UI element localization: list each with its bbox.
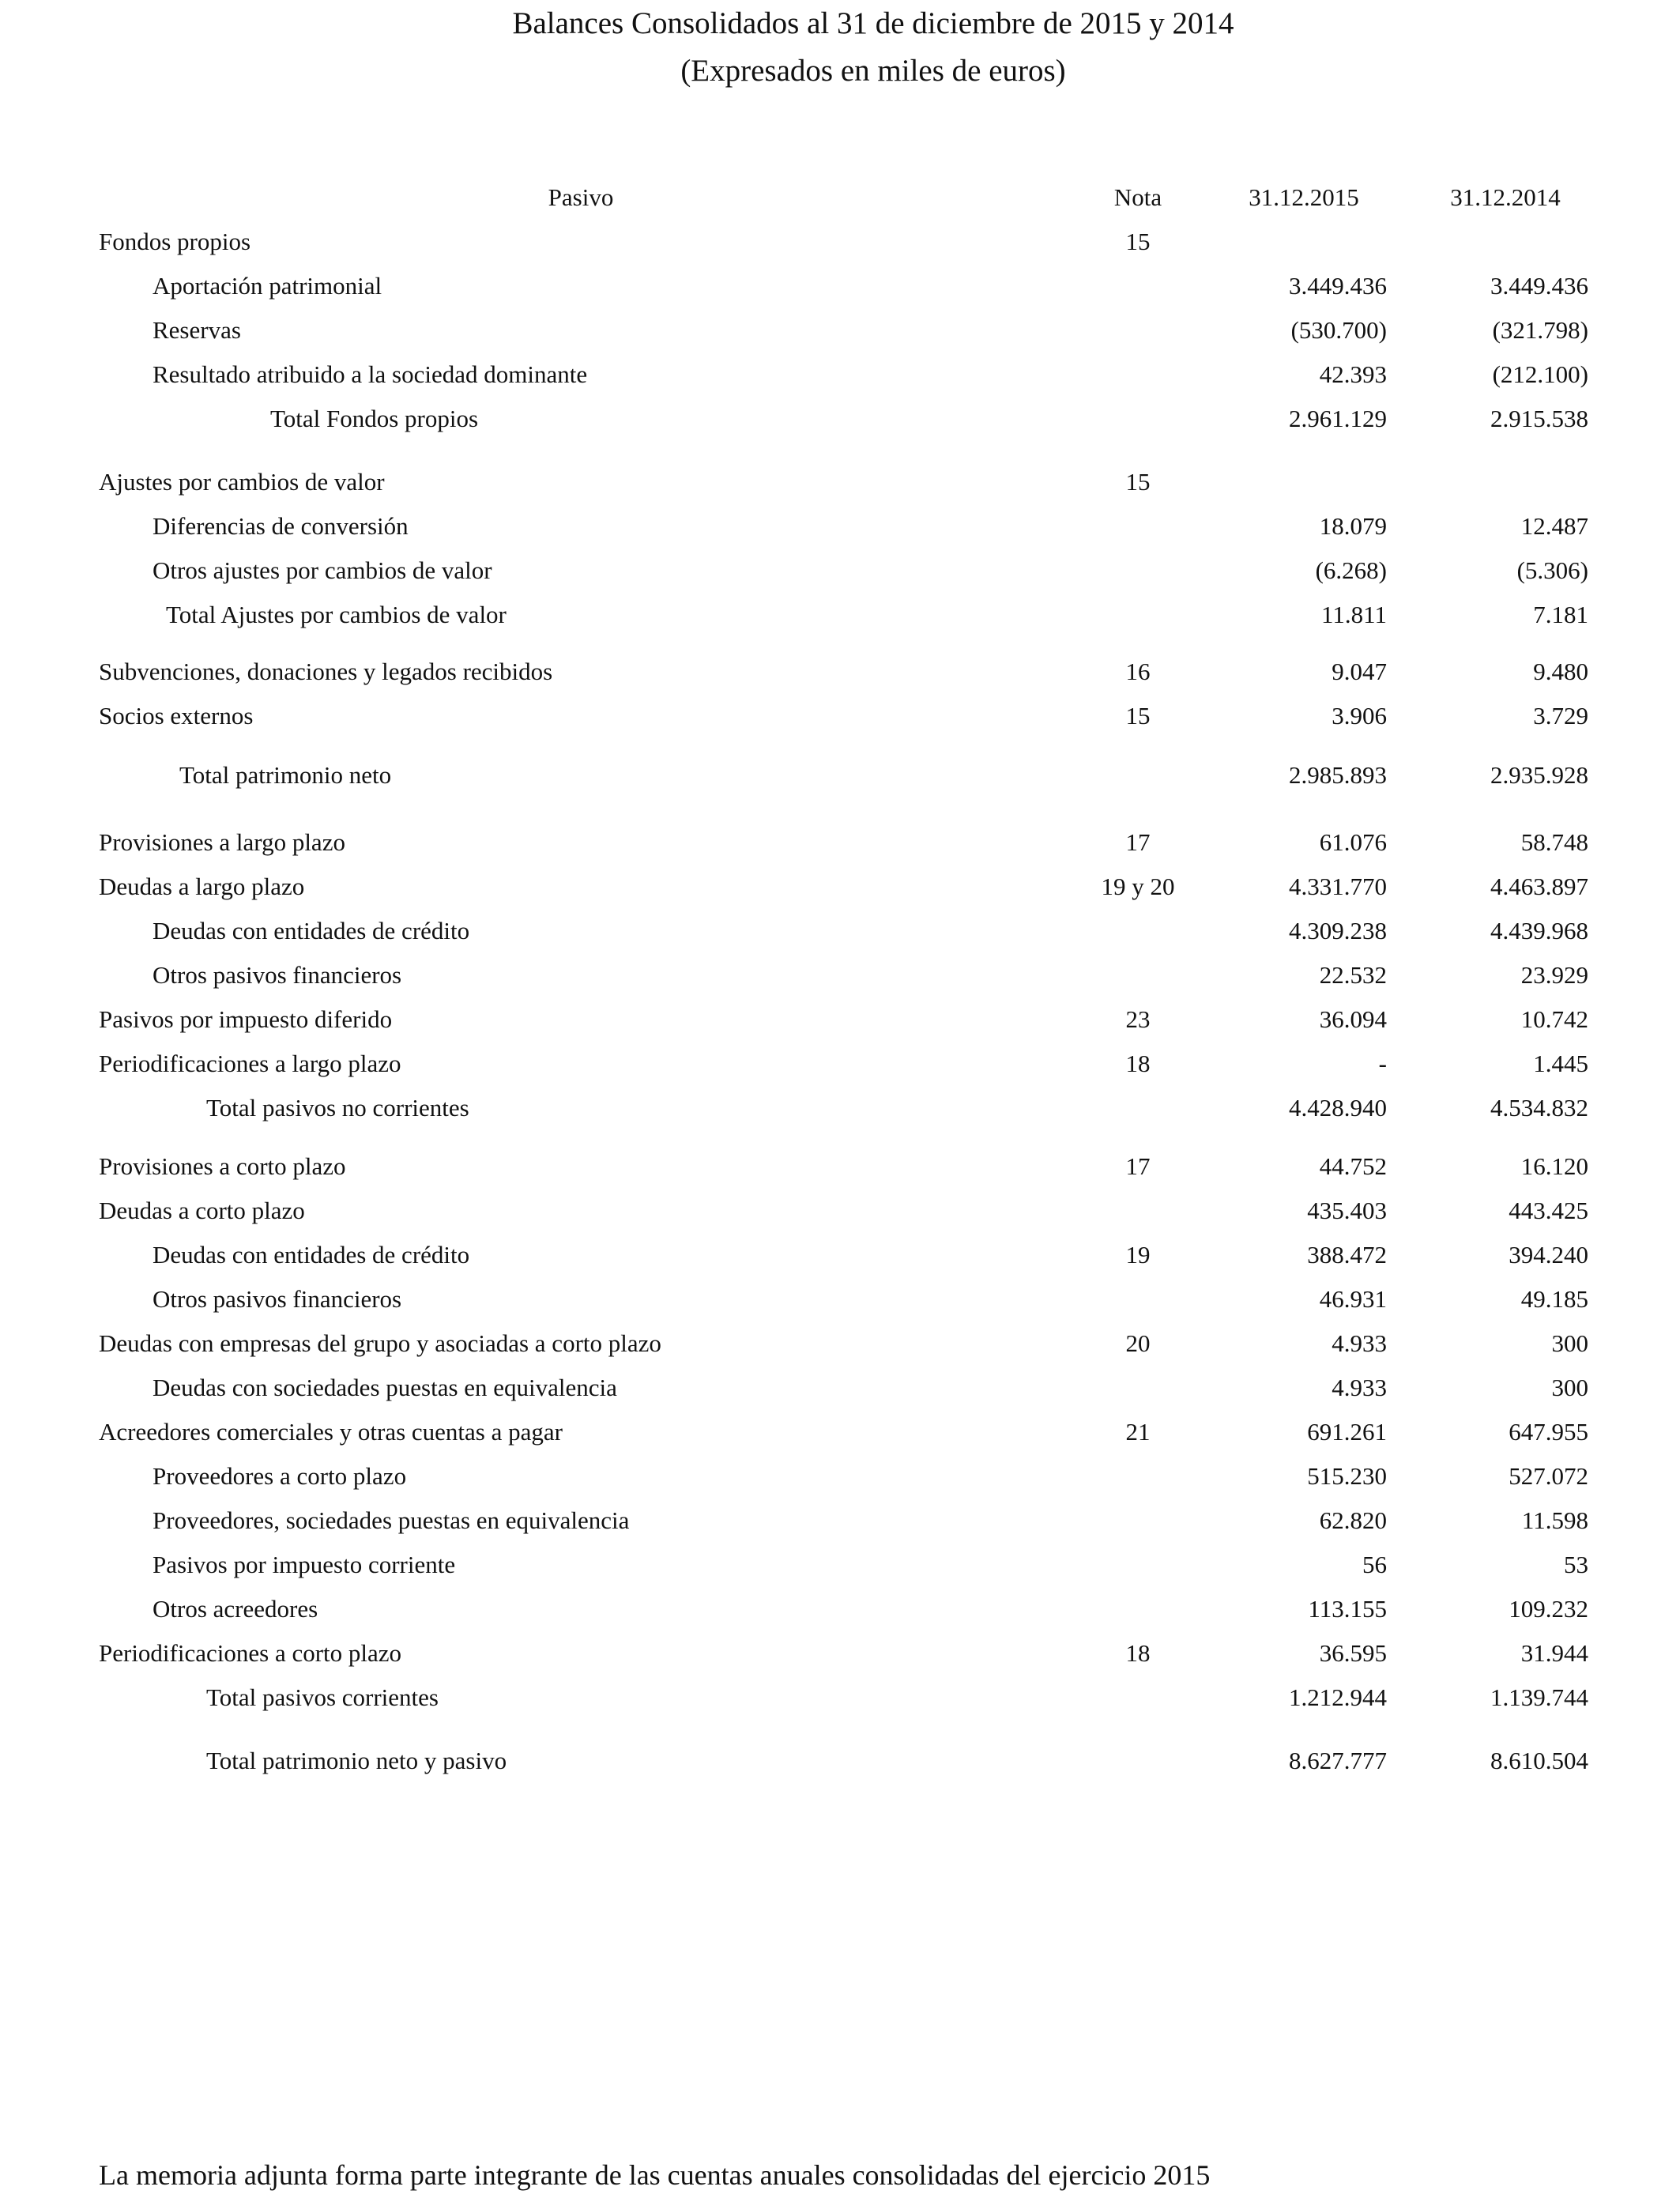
row-value-2014: 16.120 [1520,1152,1588,1180]
column-header-pasivo: Pasivo [548,183,614,211]
column-header-2015: 31.12.2015 [1249,183,1359,211]
document-subtitle: (Expresados en miles de euros) [680,54,1066,88]
table-row [0,1679,1680,1717]
table-row [0,1634,1680,1672]
table-row [0,1369,1680,1407]
row-nota: 15 [1125,228,1151,255]
row-value-2014: 3.729 [1533,702,1588,729]
row-value-2015: 515.230 [1307,1462,1387,1490]
table-row [0,653,1680,691]
row-label: Total Fondos propios [270,405,479,432]
row-label: Aportación patrimonial [153,272,382,300]
row-value-2015: 4.331.770 [1289,873,1387,900]
table-row [0,1413,1680,1451]
row-label: Total patrimonio neto [179,761,392,789]
document-title: Balances Consolidados al 31 de diciembre de 2015 y 2014 [512,6,1234,40]
table-row [0,552,1680,590]
row-value-2015: 435.403 [1307,1197,1387,1224]
row-label: Total Ajustes por cambios de valor [166,601,507,628]
table-row [0,507,1680,545]
row-value-2015: (530.700) [1290,316,1387,344]
row-value-2015: (6.268) [1315,556,1387,584]
row-label: Otros ajustes por cambios de valor [153,556,492,584]
table-row [0,1590,1680,1628]
table-row [0,356,1680,394]
row-value-2014: 31.944 [1520,1639,1588,1667]
row-value-2014: 11.598 [1521,1506,1588,1534]
table-row [0,596,1680,634]
row-value-2014: 49.185 [1520,1285,1588,1313]
row-nota: 18 [1125,1050,1151,1077]
table-row [0,1502,1680,1540]
row-label: Provisiones a largo plazo [99,828,345,856]
row-value-2015: 4.933 [1332,1374,1387,1401]
row-value-2015: 1.212.944 [1289,1683,1387,1711]
row-value-2014: 1.139.744 [1490,1683,1588,1711]
row-nota: 19 [1125,1241,1151,1269]
row-value-2015: 4.428.940 [1289,1094,1387,1122]
row-label: Deudas con empresas del grupo y asociadas a corto plazo [99,1329,661,1357]
row-value-2015: 113.155 [1308,1595,1387,1623]
row-nota: 23 [1125,1005,1151,1033]
row-label: Total patrimonio neto y pasivo [206,1747,507,1774]
row-value-2015: 388.472 [1307,1241,1387,1269]
row-value-2014: 300 [1551,1374,1588,1401]
row-label: Socios externos [99,702,254,729]
row-value-2015: 42.393 [1319,360,1387,388]
row-label: Provisiones a corto plazo [99,1152,346,1180]
row-label: Deudas con entidades de crédito [153,1241,470,1269]
table-row [0,956,1680,994]
footer-note: La memoria adjunta forma parte integrante de las cuentas anuales consolidadas del ejercicio 2015 [99,2159,1211,2191]
row-value-2014: 4.534.832 [1490,1094,1588,1122]
row-value-2014: 3.449.436 [1490,272,1588,300]
table-row [0,1192,1680,1230]
row-value-2015: 11.811 [1321,601,1387,628]
row-value-2014: 58.748 [1520,828,1588,856]
table-row [0,1546,1680,1584]
row-value-2014: 10.742 [1520,1005,1588,1033]
table-row [0,223,1680,261]
row-value-2014: 109.232 [1509,1595,1588,1623]
row-value-2014: (5.306) [1516,556,1588,584]
row-value-2015: 36.595 [1319,1639,1387,1667]
column-header-2014: 31.12.2014 [1450,183,1561,211]
row-label: Total pasivos corrientes [206,1683,439,1711]
row-value-2015: 22.532 [1319,961,1387,989]
row-value-2014: 1.445 [1533,1050,1588,1077]
row-value-2014: 4.463.897 [1490,873,1588,900]
row-label: Resultado atribuido a la sociedad dominante [153,360,588,388]
row-value-2015: 36.094 [1319,1005,1387,1033]
table-row [0,824,1680,861]
row-label: Proveedores, sociedades puestas en equivalencia [153,1506,630,1534]
row-label: Ajustes por cambios de valor [99,468,385,496]
row-value-2015: 2.961.129 [1289,405,1387,432]
row-nota: 19 y 20 [1101,873,1175,900]
row-label: Deudas con entidades de crédito [153,917,470,944]
table-row [0,697,1680,735]
row-nota: 21 [1125,1418,1151,1446]
row-nota: 20 [1125,1329,1151,1357]
row-value-2015: 8.627.777 [1289,1747,1387,1774]
row-value-2015: 46.931 [1319,1285,1387,1313]
row-label: Reservas [153,316,241,344]
row-label: Deudas a largo plazo [99,873,305,900]
row-value-2014: 527.072 [1509,1462,1588,1490]
row-value-2014: 8.610.504 [1490,1747,1588,1774]
row-value-2015: 3.449.436 [1289,272,1387,300]
row-label: Deudas con sociedades puestas en equivalencia [153,1374,617,1401]
row-label: Otros acreedores [153,1595,318,1623]
table-row [0,1325,1680,1363]
row-value-2014: (212.100) [1492,360,1588,388]
table-row [0,1045,1680,1083]
row-label: Deudas a corto plazo [99,1197,305,1224]
table-row [0,1089,1680,1127]
row-label: Otros pasivos financieros [153,1285,402,1313]
table-row [0,1742,1680,1780]
table-row [0,400,1680,438]
row-label: Acreedores comerciales y otras cuentas a pagar [99,1418,563,1446]
row-value-2015: 9.047 [1332,658,1387,685]
row-value-2014: 300 [1551,1329,1588,1357]
table-row [0,311,1680,349]
row-value-2014: 2.915.538 [1490,405,1588,432]
row-value-2014: 12.487 [1520,512,1588,540]
row-value-2014: 2.935.928 [1490,761,1588,789]
table-row [0,1280,1680,1318]
row-value-2015: 691.261 [1307,1418,1387,1446]
row-nota: 16 [1125,658,1151,685]
table-row [0,756,1680,794]
row-value-2015: 44.752 [1319,1152,1387,1180]
row-label: Periodificaciones a corto plazo [99,1639,402,1667]
row-label: Subvenciones, donaciones y legados recibidos [99,658,553,685]
row-value-2015: 56 [1362,1551,1387,1578]
row-value-2015: 18.079 [1319,512,1387,540]
row-label: Pasivos por impuesto corriente [153,1551,456,1578]
row-value-2014: 23.929 [1520,961,1588,989]
row-label: Total pasivos no corrientes [206,1094,469,1122]
table-row [0,1236,1680,1274]
row-value-2015: 2.985.893 [1289,761,1387,789]
row-value-2014: 9.480 [1533,658,1588,685]
table-row [0,912,1680,950]
table-row [0,1001,1680,1039]
row-label: Fondos propios [99,228,251,255]
row-label: Diferencias de conversión [153,512,409,540]
table-row [0,868,1680,906]
row-value-2015: 4.309.238 [1289,917,1387,944]
row-label: Proveedores a corto plazo [153,1462,407,1490]
row-label: Periodificaciones a largo plazo [99,1050,401,1077]
row-value-2014: 7.181 [1533,601,1588,628]
row-value-2014: 4.439.968 [1490,917,1588,944]
row-value-2015: 62.820 [1319,1506,1387,1534]
row-value-2015: 3.906 [1332,702,1387,729]
row-nota: 15 [1125,702,1151,729]
row-nota: 15 [1125,468,1151,496]
table-row [0,1148,1680,1186]
table-row [0,1457,1680,1495]
table-row [0,463,1680,501]
row-value-2014: 53 [1564,1551,1588,1578]
row-value-2015: 4.933 [1332,1329,1387,1357]
row-nota: 17 [1125,1152,1151,1180]
table-row [0,267,1680,305]
row-value-2014: 443.425 [1509,1197,1588,1224]
row-value-2014: 394.240 [1509,1241,1588,1269]
row-nota: 18 [1125,1639,1151,1667]
row-nota: 17 [1125,828,1151,856]
column-header-nota: Nota [1113,183,1162,211]
row-label: Otros pasivos financieros [153,961,402,989]
row-value-2014: 647.955 [1509,1418,1588,1446]
row-label: Pasivos por impuesto diferido [99,1005,393,1033]
row-value-2015: 61.076 [1319,828,1387,856]
row-value-2014: (321.798) [1492,316,1588,344]
row-value-2015: - [1378,1050,1387,1077]
